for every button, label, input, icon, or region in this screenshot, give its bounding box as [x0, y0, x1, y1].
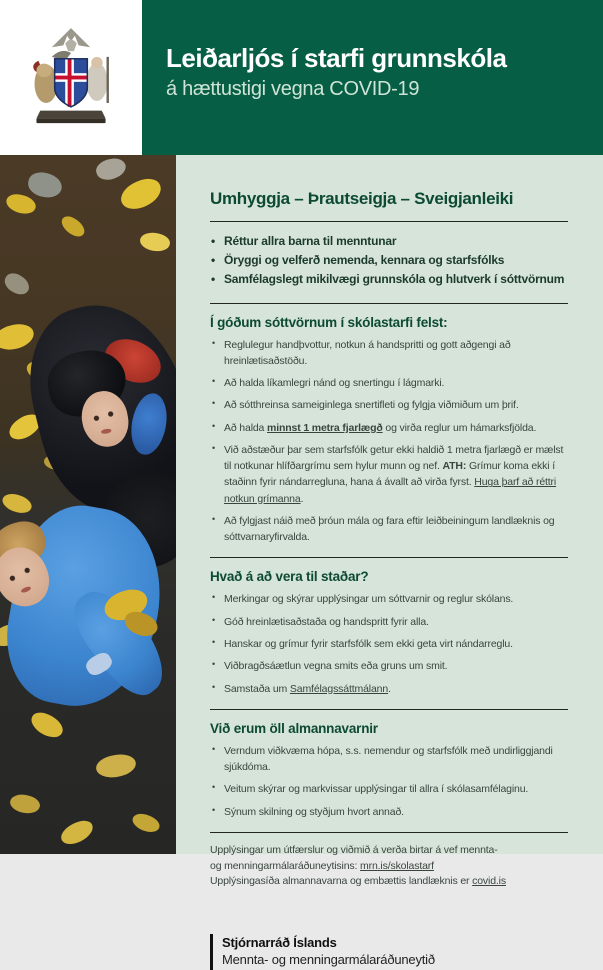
list-item	[210, 251, 568, 270]
content-panel	[176, 155, 603, 968]
tagline: Umhyggja – Þrautseigja – Sveigjanleiki	[210, 189, 514, 208]
leaf-shape	[58, 817, 97, 849]
text-segment: Viðbragðsáætlun vegna smits eða gruns um smit.	[224, 660, 448, 673]
link[interactable]: covid.is	[472, 875, 506, 888]
text-segment: Öryggi og velferð nemenda, kennara og starfsfólks	[224, 253, 505, 268]
text-segment: Réttur allra barna til menntunar	[224, 234, 397, 248]
text-segment: Upplýsingar um útfærslur og viðmið á verða birtar á vef mennta-	[210, 843, 498, 856]
slab-base-icon	[36, 110, 105, 118]
list-item	[210, 614, 568, 630]
divider	[210, 221, 568, 222]
text-segment: Góð hreinlætisaðstaða og handspritt fyrir alla.	[224, 615, 429, 628]
brand-department: Mennta- og menningarmálaráðuneytið	[222, 952, 435, 968]
text-segment: Að halda líkamlegri nánd og snertingu í lágmarki.	[224, 377, 445, 390]
leaf-shape	[139, 231, 172, 254]
text-segment: Merkingar og skýrar upplýsingar um sóttvarnir og reglur skólans.	[224, 593, 514, 606]
leaf-shape	[130, 810, 162, 835]
divider	[210, 832, 568, 833]
iceland-coat-of-arms-logo	[23, 22, 119, 134]
text-segment: .	[300, 492, 304, 505]
info-block	[210, 843, 568, 890]
list-item	[210, 743, 568, 776]
list-item	[210, 375, 568, 391]
staff-icon	[107, 56, 109, 102]
text-segment: Við aðstæður þar sem starfsfólk getur ekki haldið 1 metra fjarlægð er mælst til notkunar hlífðargrímu sem hylur munn og nef.	[224, 443, 564, 473]
text-segment: og virða reglur um hámarksfjölda.	[382, 421, 537, 434]
list-item	[210, 804, 568, 820]
link[interactable]: mrn.is/skolastarf	[360, 859, 434, 872]
leaf-shape	[58, 212, 88, 240]
text-segment: ATH:	[442, 460, 467, 473]
leaf-shape	[8, 792, 41, 816]
list-item	[210, 232, 568, 251]
stone-shape	[94, 155, 129, 183]
leaf-shape	[4, 191, 38, 217]
section-heading: Í góðum sóttvörnum í skólastarfi felst:	[210, 314, 448, 330]
info-line	[210, 874, 568, 890]
link[interactable]: Samfélagssáttmálann	[289, 682, 389, 695]
leaf-shape	[0, 490, 34, 516]
leaf-shape	[0, 321, 36, 353]
government-brand	[210, 934, 568, 970]
text-segment: Hanskar og grímur fyrir starfsfólk sem ekki geta virt nándarreglu.	[224, 638, 513, 651]
list-item	[210, 442, 568, 507]
poster-title: Leiðarljós í starfi grunnskóla	[166, 43, 507, 73]
text-segment: minnst 1 metra fjarlægð	[267, 421, 383, 434]
section-bullet-list	[210, 591, 568, 696]
leaf-shape	[27, 708, 66, 743]
list-item	[210, 658, 568, 674]
list-item	[210, 420, 568, 436]
text-segment: Verndum viðkvæma hópa, s.s. nemendur og starfsfólk með undirliggjandi sjúkdóma.	[224, 744, 553, 774]
section-sottvarnir	[210, 315, 568, 546]
stone-shape	[26, 170, 64, 201]
list-item	[210, 270, 568, 289]
text-segment: Að halda	[224, 421, 268, 434]
section-til-stadar	[210, 569, 568, 696]
list-item	[210, 397, 568, 413]
text-segment: Samstaða um	[224, 682, 290, 695]
section-almannavarnir	[210, 721, 568, 820]
stone-shape	[1, 270, 33, 299]
section-heading: Hvað á að vera til staðar?	[210, 569, 369, 585]
poster-subtitle: á hættustigi vegna COVID-19	[166, 77, 420, 100]
key-points-list	[210, 232, 568, 290]
info-line	[210, 859, 568, 875]
logo-area	[0, 0, 142, 155]
section-bullet-list	[210, 743, 568, 820]
leaf-shape	[95, 752, 138, 779]
text-segment: Grímur koma ekki í staðinn fyrir nándarregluna, hana á ávallt að virða fyrst.	[224, 460, 555, 489]
divider	[210, 557, 568, 558]
text-segment: Samfélagslegt mikilvægi grunnskóla og hlutverk í sóttvörnum	[224, 272, 565, 287]
text-segment: Veitum skýrar og markvissar upplýsingar til allra í skólasamfélaginu.	[224, 783, 529, 796]
list-item	[210, 591, 568, 607]
list-item	[210, 681, 568, 697]
header-band	[142, 0, 603, 155]
text-segment: Að sótthreinsa sameiginlega snertifleti og fylgja viðmiðum um þrif.	[224, 399, 519, 412]
list-item	[210, 781, 568, 797]
text-segment: Upplýsingasíða almannavarna og embættis landlæknis er	[210, 875, 473, 888]
list-item	[210, 513, 568, 546]
text-segment: og menningarmálaráðuneytisins:	[210, 859, 361, 872]
list-item	[210, 337, 568, 370]
leaf-shape	[117, 174, 166, 215]
text-segment: .	[388, 682, 391, 695]
section-heading: Við erum öll almannavarnir	[210, 720, 378, 736]
text-segment: Sýnum skilning og styðjum hvort annað.	[224, 805, 404, 818]
list-item	[210, 636, 568, 652]
text-segment: Huga þarf að réttri notkun grímanna	[224, 476, 557, 505]
info-line	[210, 843, 568, 859]
text-segment: Reglulegur handþvottur, notkun á handspritti og gott aðgengi að hreinlætisaðstöðu.	[224, 338, 511, 367]
text-segment: Að fylgjast náið með þróun mála og fara eftir leiðbeiningum landlæknis og sóttvarnaryfirvalda.	[224, 514, 555, 544]
divider	[210, 303, 568, 304]
divider	[210, 709, 568, 710]
children-autumn-photo	[0, 155, 176, 854]
brand-name: Stjórnarráð Íslands	[222, 935, 337, 951]
section-bullet-list	[210, 337, 568, 546]
